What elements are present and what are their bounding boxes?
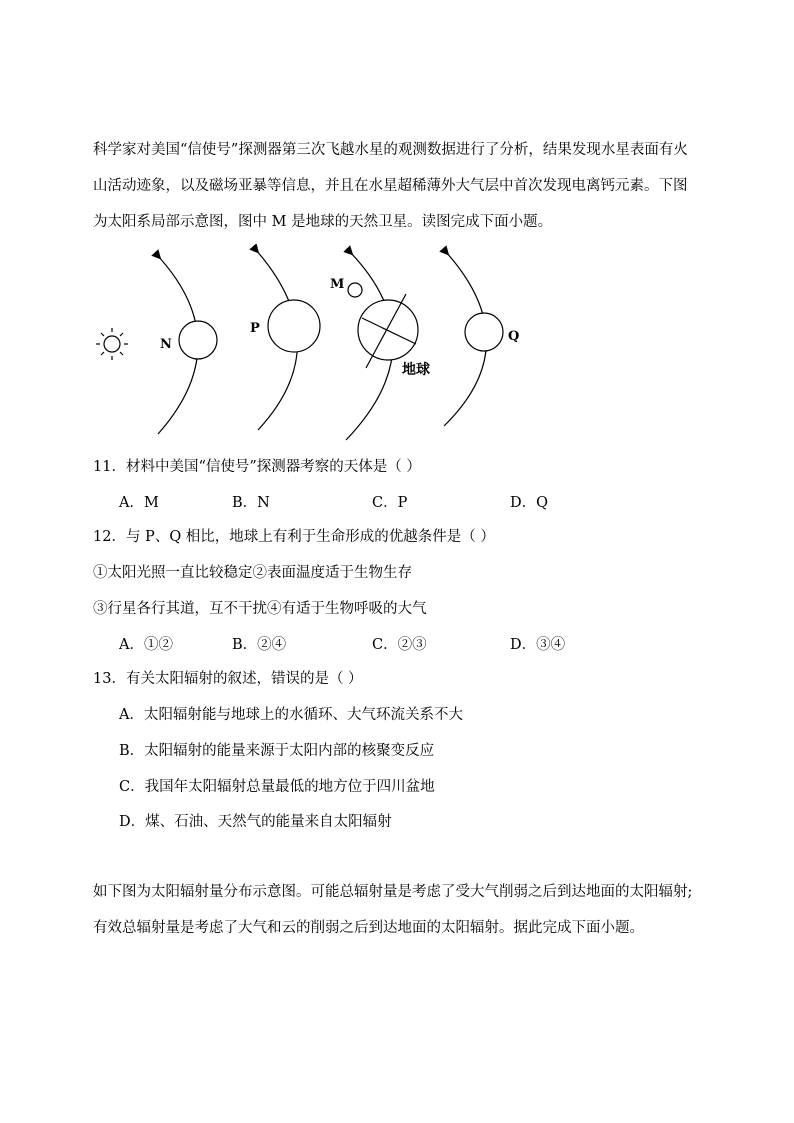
moon-m xyxy=(348,283,362,297)
label-m: M xyxy=(330,277,345,292)
planet-q xyxy=(465,313,503,351)
passage1-line1: 科学家对美国“信使号”探测器第三次飞越水星的观测数据进行了分析，结果发现水星表面有火 xyxy=(93,142,688,158)
passage1-line2: 山活动迹象，以及磁场亚暴等信息，并且在水星超稀薄外大气层中首次发现电离钙元素。下图 xyxy=(93,178,688,194)
q13-option-d[interactable]: D．煤、石油、天然气的能量来自太阳辐射 xyxy=(119,814,392,830)
q11-option-d[interactable]: D．Q xyxy=(510,495,549,511)
label-q: Q xyxy=(508,329,520,344)
q12-item2: ③行星各行其道，互不干扰④有适于生物呼吸的大气 xyxy=(93,601,427,617)
sun-icon xyxy=(96,328,128,360)
label-earth: 地球 xyxy=(402,362,430,378)
passage1-line3: 为太阳系局部示意图，图中 M 是地球的天然卫星。读图完成下面小题。 xyxy=(93,214,553,230)
q12-stem: 12．与 P、Q 相比，地球上有利于生命形成的优越条件是（ ） xyxy=(93,529,495,545)
q11-option-a[interactable]: A．M xyxy=(119,495,159,511)
q12-option-c[interactable]: C．②③ xyxy=(372,637,427,653)
passage2-line2: 有效总辐射量是考虑了大气和云的削弱之后到达地面的太阳辐射。据此完成下面小题。 xyxy=(93,920,644,936)
q12-option-b[interactable]: B．②④ xyxy=(232,637,287,653)
q13-option-a[interactable]: A．太阳辐射能与地球上的水循环、大气环流关系不大 xyxy=(119,707,463,723)
q12-item1: ①太阳光照一直比较稳定②表面温度适于生物生存 xyxy=(93,565,412,581)
q13-stem: 13．有关太阳辐射的叙述，错误的是（ ） xyxy=(93,671,363,687)
q12-option-d[interactable]: D．③④ xyxy=(510,637,566,653)
q13-option-c[interactable]: C．我国年太阳辐射总量最低的地方位于四川盆地 xyxy=(119,779,435,795)
q11-option-c[interactable]: C．P xyxy=(372,495,408,511)
solar-system-figure xyxy=(88,244,548,444)
q12-option-a[interactable]: A．①② xyxy=(119,637,173,653)
planet-n xyxy=(179,321,217,359)
label-p: P xyxy=(250,321,260,336)
passage2-line1: 如下图为太阳辐射量分布示意图。可能总辐射量是考虑了受大气削弱之后到达地面的太阳辐射; xyxy=(93,884,693,900)
planet-earth xyxy=(358,294,418,368)
label-n: N xyxy=(160,337,172,352)
planet-p xyxy=(268,300,320,352)
q11-stem: 11．材料中美国“信使号”探测器考察的天体是（ ） xyxy=(93,459,421,475)
q13-option-b[interactable]: B．太阳辐射的能量来源于太阳内部的核聚变反应 xyxy=(119,743,435,759)
q11-option-b[interactable]: B．N xyxy=(232,495,270,511)
